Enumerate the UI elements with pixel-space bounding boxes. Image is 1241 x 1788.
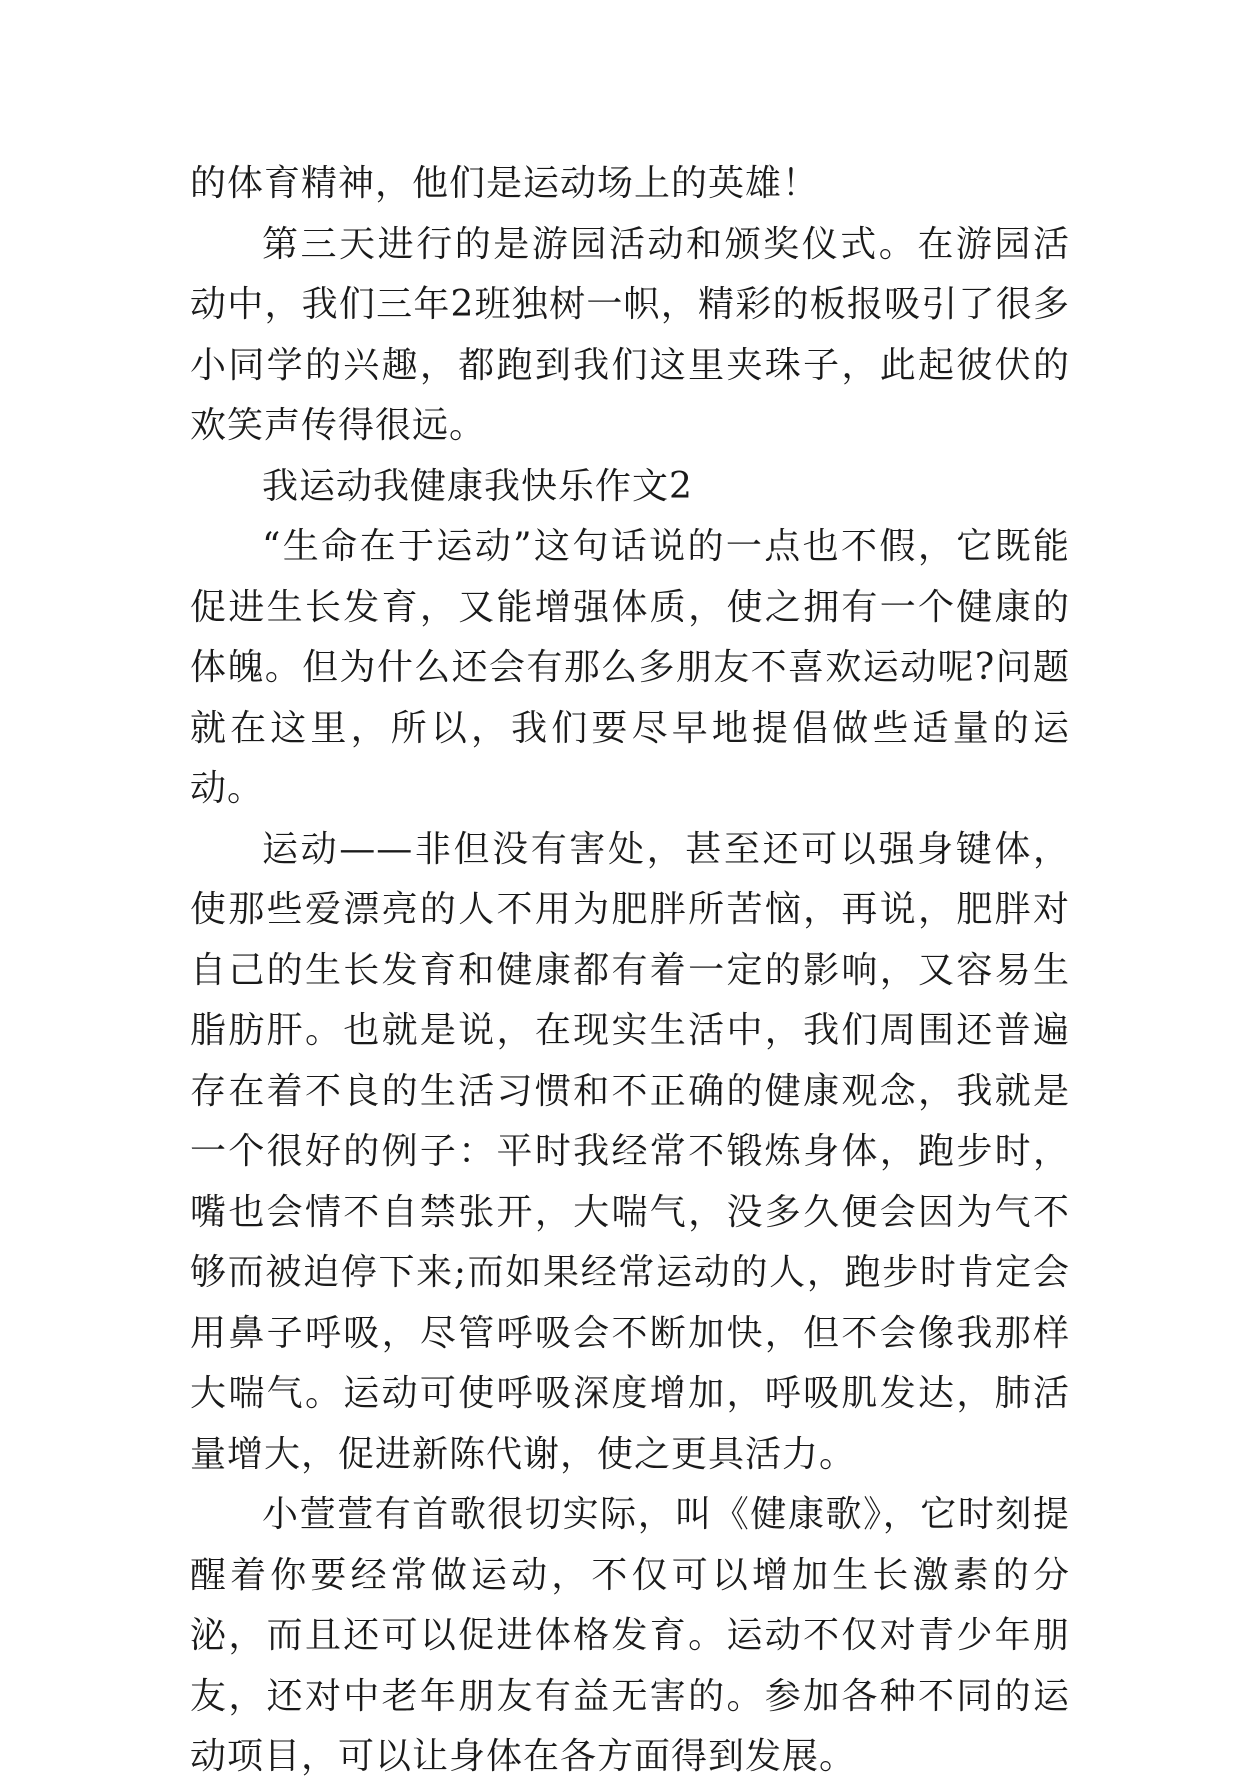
paragraph-1: 的体育精神，他们是运动场上的英雄！ bbox=[190, 163, 820, 204]
paragraph-2: 第三天进行的是游园活动和颁奖仪式。在游园活动中，我们三年2班独树一帜，精彩的板报吸引了很多小同学的兴趣，都跑到我们这里夹珠子，此起彼伏的欢笑声传得很远。 bbox=[190, 223, 1070, 446]
paragraph-3: “生命在于运动”这句话说的一点也不假，它既能促进生长发育，又能增强体质，使之拥有一个健康的体魄。但为什么还会有那么多朋友不喜欢运动呢?问题就在这里，所以，我们要尽早地提倡做些适量的运动。 bbox=[190, 526, 1070, 809]
paragraph-4: 运动——非但没有害处，甚至还可以强身键体，使那些爱漂亮的人不用为肥胖所苦恼，再说，肥胖对自己的生长发育和健康都有着一定的影响，又容易生脂肪肝。也就是说，在现实生活中，我们周围还普遍存在着不良的生活习惯和不正确的健康观念，我就是一个很好的例子：平时我经常不锻炼身体，跑步时，嘴也会情不自禁张开，大喘气，没多久便会因为气不够而被迫停下来;而如果经常运动的人，跑步时肯定会用鼻子呼吸，尽管呼吸会不断加快，但不会像我那样大喘气。运动可使呼吸深度增加，呼吸肌发达，肺活量增大，促进新陈代谢，使之更具活力。 bbox=[190, 828, 1070, 1475]
paragraph-5: 小萱萱有首歌很切实际，叫《健康歌》，它时刻提醒着你要经常做运动，不仅可以增加生长激素的分泌，而且还可以促进体格发育。运动不仅对青少年朋友，还对中老年朋友有益无害的。参加各种不同的运动项目，可以让身体在各方面得到发展。 bbox=[190, 1494, 1070, 1777]
essay-title: 我运动我健康我快乐作文2 bbox=[262, 465, 693, 507]
document-body bbox=[190, 154, 1070, 1788]
